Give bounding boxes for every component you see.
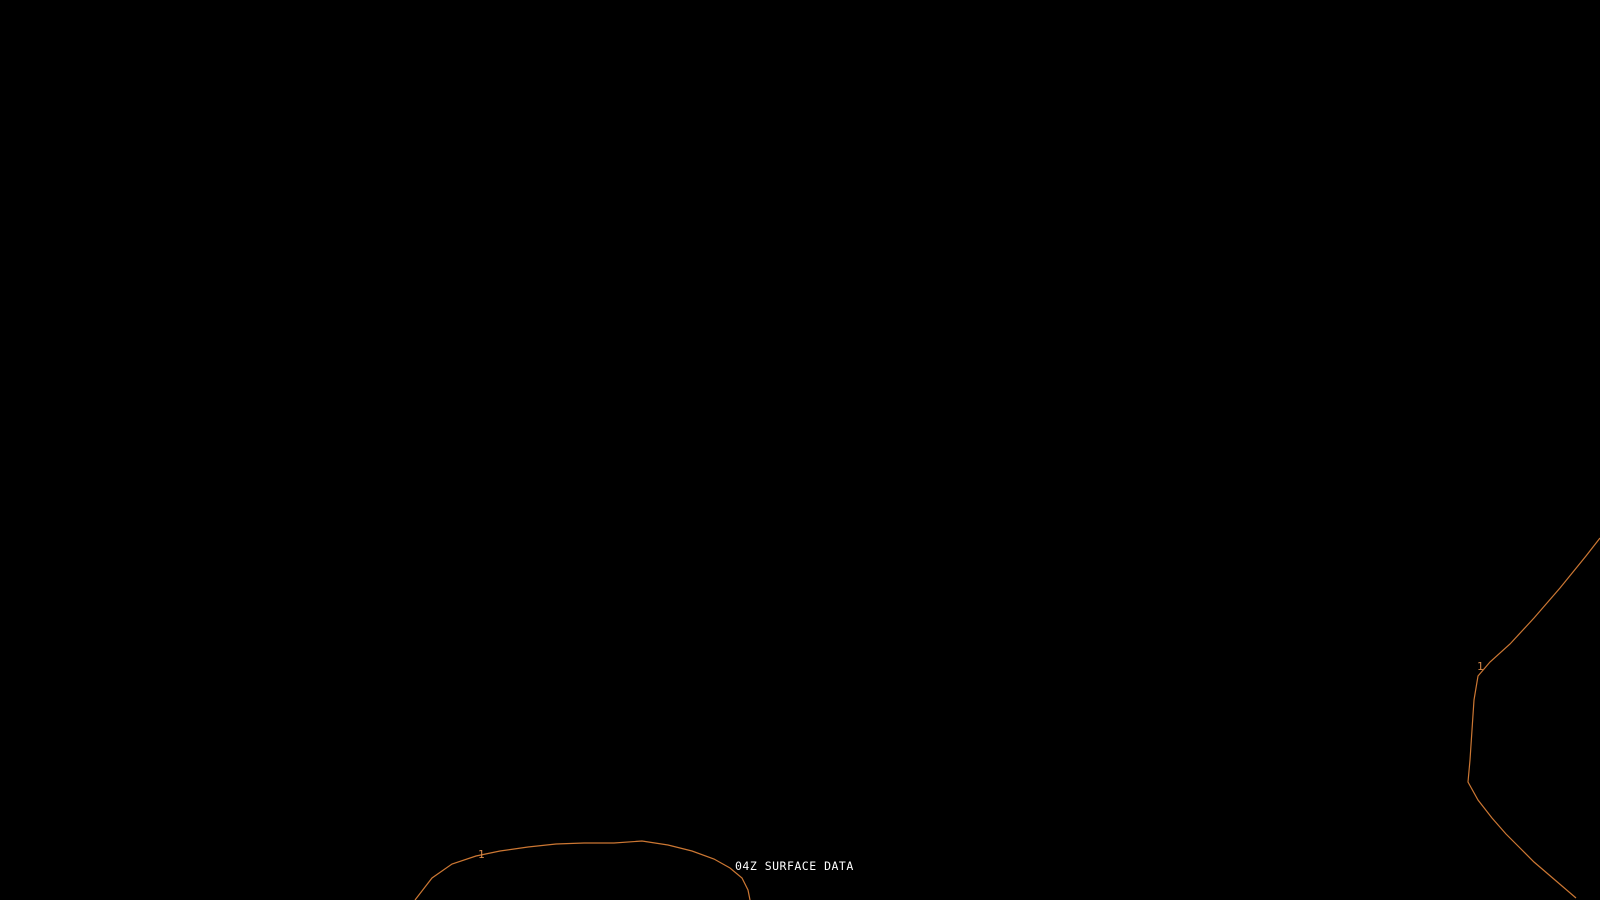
- isobar-group: [415, 538, 1600, 900]
- isobar-right-upper: [1468, 538, 1600, 898]
- isobar-lower-left: [415, 841, 750, 900]
- contour-label-right: 1: [1477, 660, 1484, 673]
- map-caption: 04Z SURFACE DATA: [735, 859, 854, 873]
- contour-label-left: 1: [478, 848, 485, 861]
